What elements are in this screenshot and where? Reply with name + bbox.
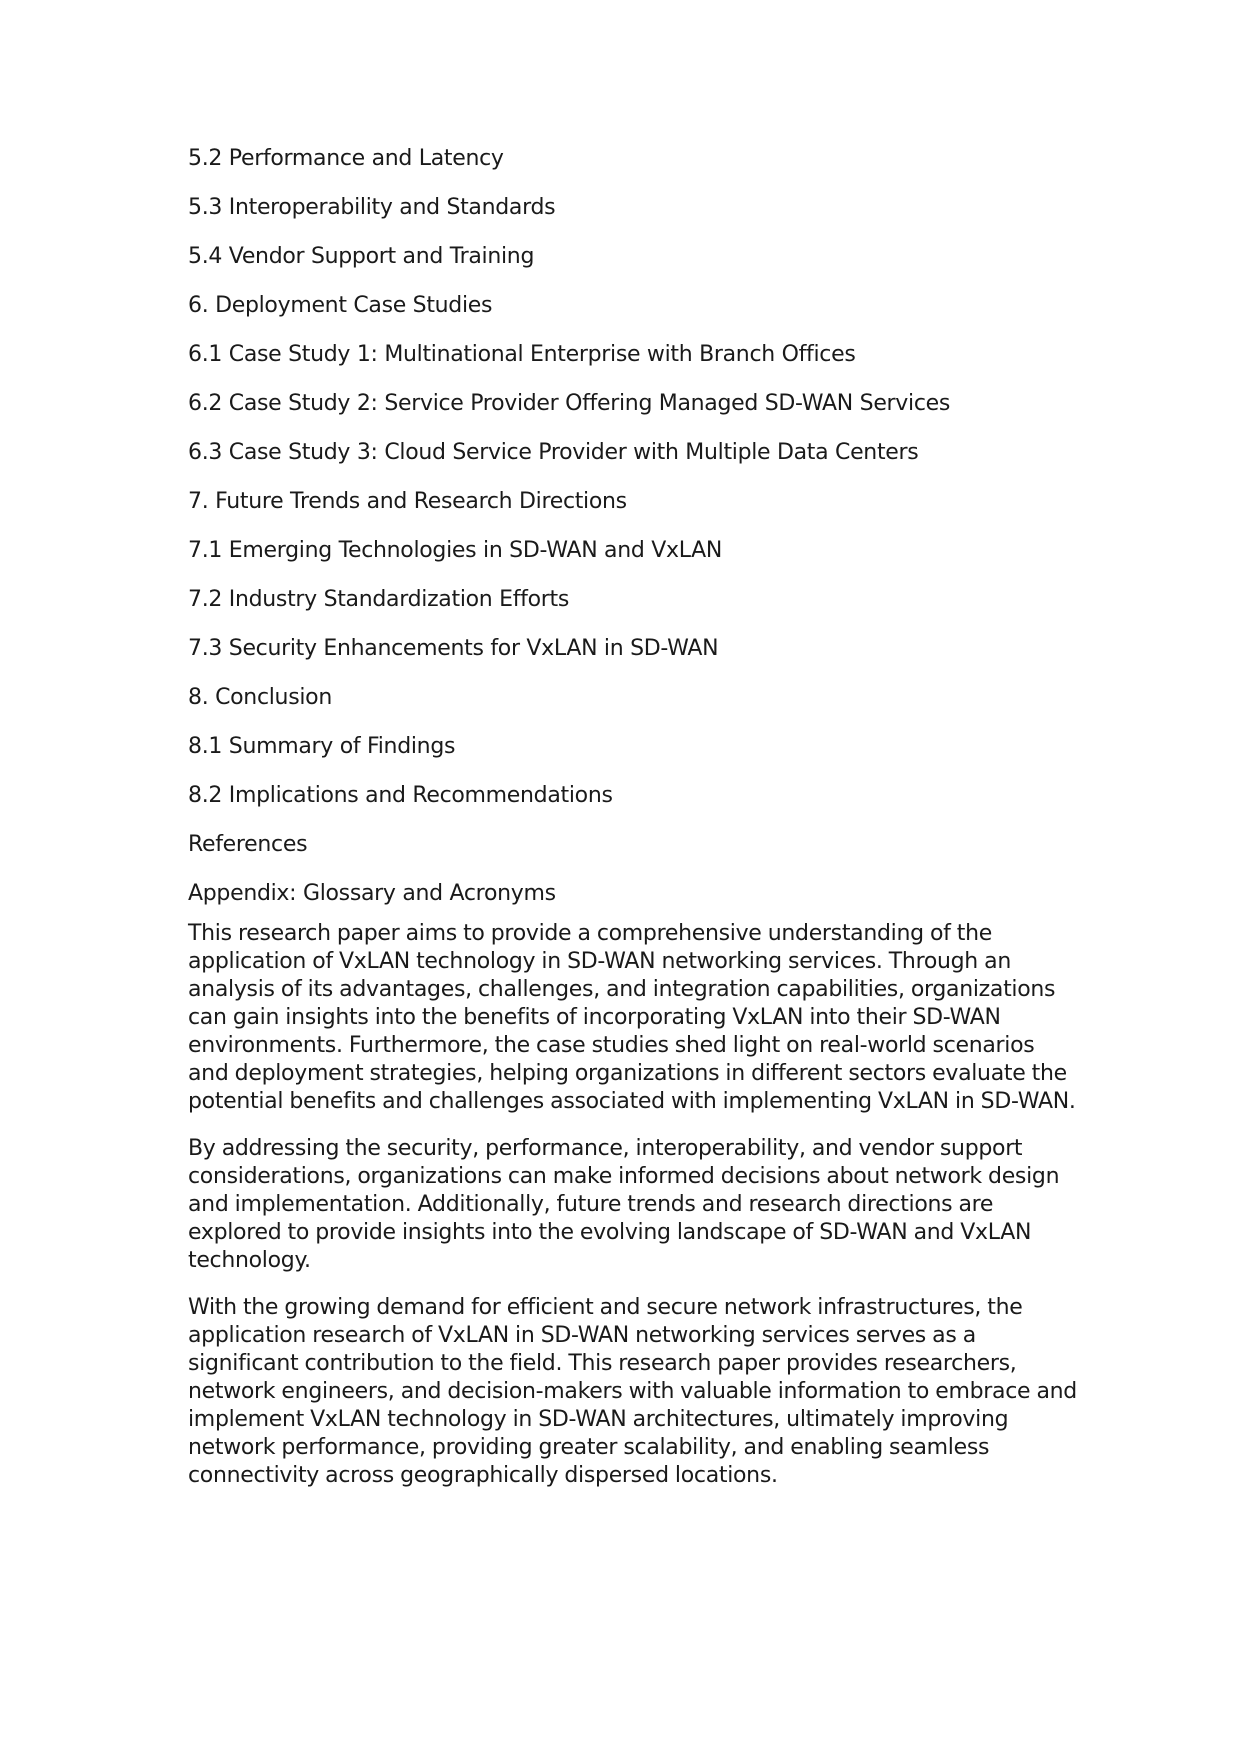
toc-entry-8: 8. Conclusion <box>188 685 332 710</box>
body-paragraph-2: By addressing the security, performance, interoperability, and vendor support considerations, organizations can make informed decisions about network design and implementation. Additionally, future trends and research directions are explored to provide insights into the evolving landscape of SD-WAN and VxLAN technology. <box>188 1136 1060 1273</box>
toc-entry-8-1: 8.1 Summary of Findings <box>188 734 456 759</box>
toc-entry-6: 6. Deployment Case Studies <box>188 293 493 318</box>
toc-entry-7-1: 7.1 Emerging Technologies in SD-WAN and VxLAN <box>188 538 723 563</box>
toc-entry-8-2: 8.2 Implications and Recommendations <box>188 783 613 808</box>
toc-entry-5-2: 5.2 Performance and Latency <box>188 146 504 171</box>
toc-entry-6-1: 6.1 Case Study 1: Multinational Enterprise with Branch Offices <box>188 342 856 367</box>
body-paragraph-3: With the growing demand for efficient and secure network infrastructures, the application research of VxLAN in SD-WAN networking services serves as a significant contribution to the field. This research paper provides researchers, network engineers, and decision-makers with valuable information to embrace and implement VxLAN technology in SD-WAN architectures, ultimately improving network performance, providing greater scalability, and enabling seamless connectivity across geographically dispersed locations. <box>188 1295 1077 1488</box>
toc-entry-6-2: 6.2 Case Study 2: Service Provider Offering Managed SD-WAN Services <box>188 391 951 416</box>
toc-entry-7: 7. Future Trends and Research Directions <box>188 489 627 514</box>
toc-entry-references: References <box>188 832 308 857</box>
toc-entry-7-3: 7.3 Security Enhancements for VxLAN in SD-WAN <box>188 636 719 661</box>
toc-entry-5-3: 5.3 Interoperability and Standards <box>188 195 556 220</box>
toc-entry-5-4: 5.4 Vendor Support and Training <box>188 244 535 269</box>
page-content <box>188 146 1078 1509</box>
body-paragraph-1: This research paper aims to provide a comprehensive understanding of the application of VxLAN technology in SD-WAN networking services. Through an analysis of its advantages, challenges, and integration capabilities, organizations can gain insights into the benefits of incorporating VxLAN into their SD-WAN environments. Furthermore, the case studies shed light on real-world scenarios and deployment strategies, helping organizations in different sectors evaluate the potential benefits and challenges associated with implementing VxLAN in SD-WAN. <box>188 921 1076 1114</box>
toc-entry-7-2: 7.2 Industry Standardization Efforts <box>188 587 570 612</box>
table-of-contents <box>188 146 1078 930</box>
toc-entry-appendix: Appendix: Glossary and Acronyms <box>188 881 556 906</box>
toc-entry-6-3: 6.3 Case Study 3: Cloud Service Provider with Multiple Data Centers <box>188 440 919 465</box>
